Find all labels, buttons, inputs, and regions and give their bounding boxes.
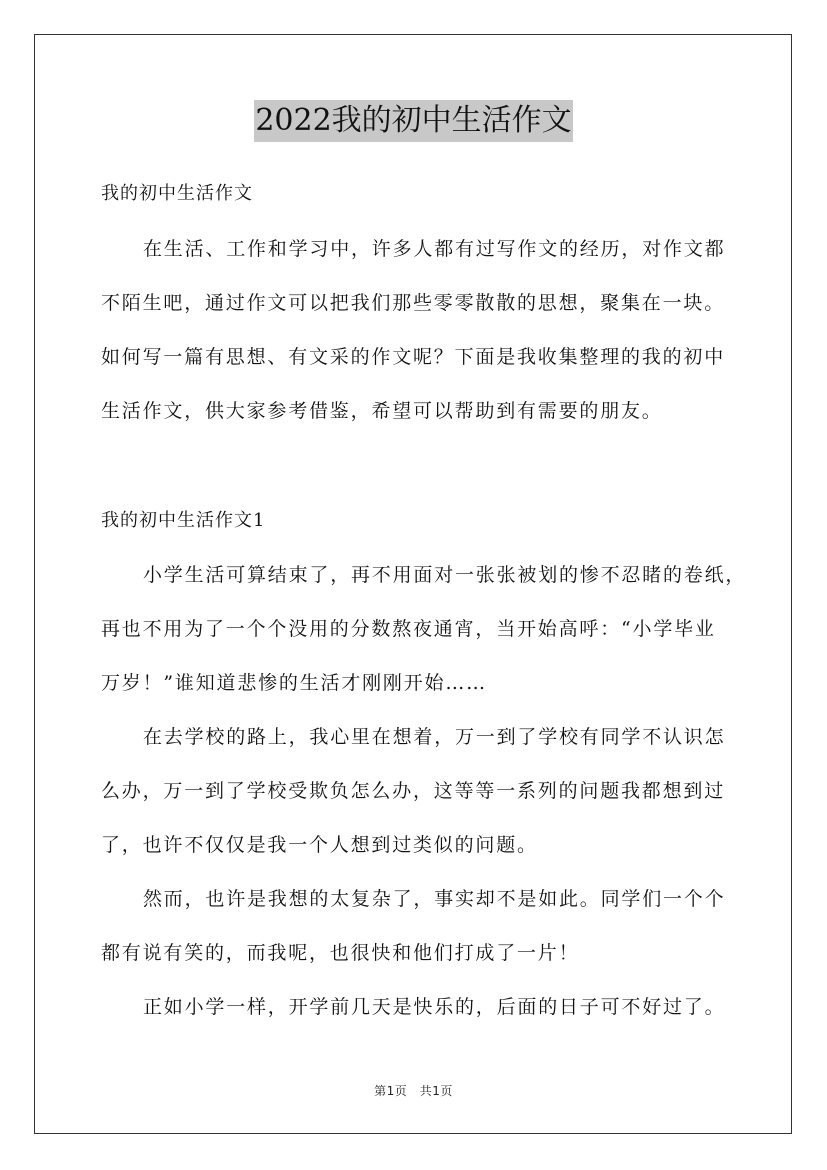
section-heading: 我的初中生活作文1 [101,510,266,531]
paragraph-line: 然而，也许是我想的太复杂了，事实却不是如此。同学们一个个 [143,888,726,910]
paragraph-line: 如何写一篇有思想、有文采的作文呢？下面是我收集整理的我的初中 [101,346,726,368]
document-title: 2022我的初中生活作文 [254,100,572,142]
paragraph-line: 小学生活可算结束了，再不用面对一张张被划的惨不忍睹的卷纸， [143,564,747,586]
paragraph-line: 万岁！”谁知道悲惨的生活才刚刚开始…… [101,672,487,694]
paragraph-line: 正如小学一样，开学前几天是快乐的，后面的日子可不好过了。 [143,996,726,1018]
paragraph-line: 在去学校的路上，我心里在想着，万一到了学校有同学不认识怎 [143,726,726,748]
title-container [0,100,827,142]
page-footer: 第1页 共1页 [374,1084,453,1098]
paragraph-line: 不陌生吧，通过作文可以把我们那些零零散散的思想，聚集在一块。 [101,292,726,314]
paragraph-line: 再也不用为了一个个没用的分数熬夜通宵，当开始高呼：“小学毕业 [101,618,716,640]
paragraph-line: 么办，万一到了学校受欺负怎么办，这等等一系列的问题我都想到过 [101,780,726,802]
paragraph-line: 都有说有笑的，而我呢，也很快和他们打成了一片！ [101,942,580,964]
section-heading: 我的初中生活作文 [101,183,253,204]
paragraph-line: 了，也许不仅仅是我一个人想到过类似的问题。 [101,834,538,856]
paragraph-line: 生活作文，供大家参考借鉴，希望可以帮助到有需要的朋友。 [101,400,663,422]
paragraph-line: 在生活、工作和学习中，许多人都有过写作文的经历，对作文都 [143,238,726,260]
